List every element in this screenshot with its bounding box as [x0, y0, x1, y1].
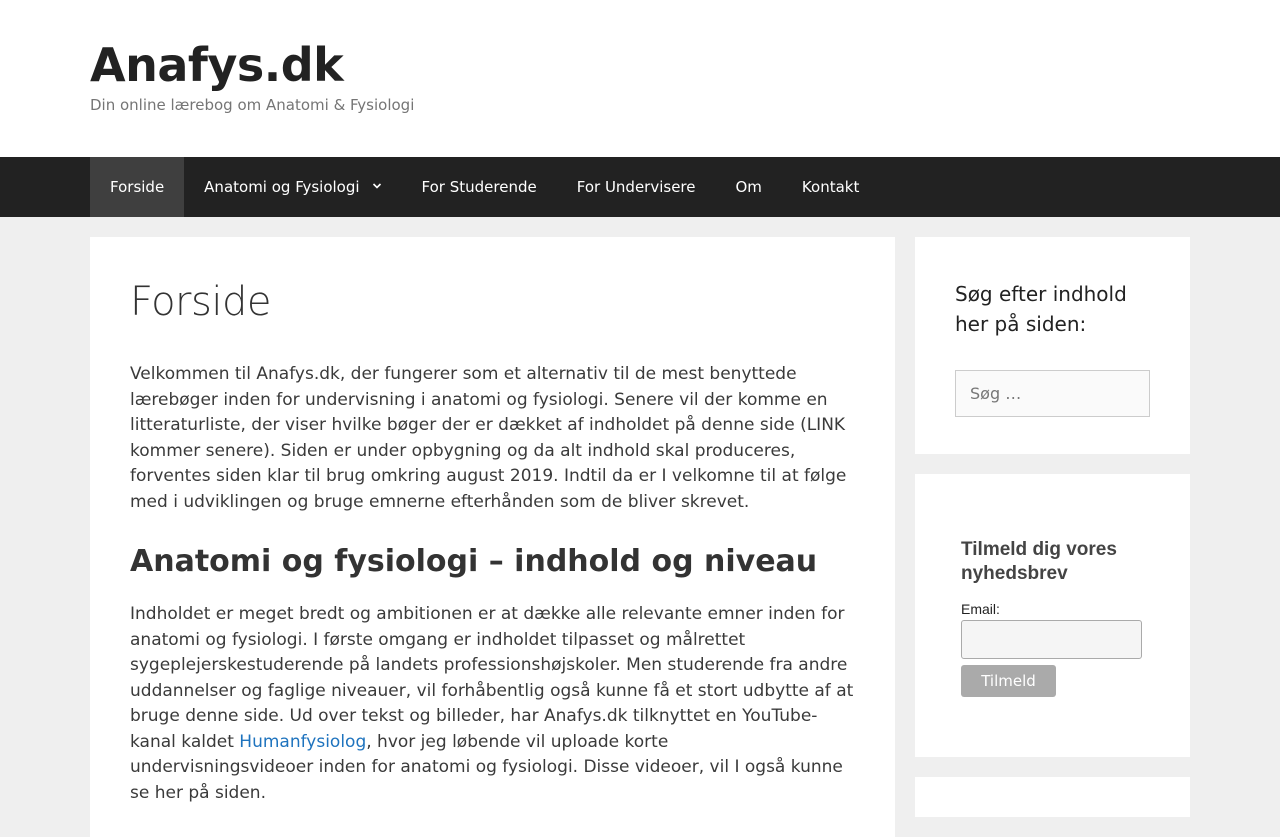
body-paragraph: [130, 602, 855, 806]
search-widget: [915, 237, 1190, 454]
subscribe-button[interactable]: Tilmeld: [961, 665, 1056, 697]
nav-item-for-studerende[interactable]: [402, 157, 557, 217]
intro-paragraph: Velkommen til Anafys.dk, der fungerer som et alternativ til de mest benyttede lærebøger inden for undervisning i anatomi og fysiologi. Senere vil der komme en litteraturliste, der viser hvilke bøger der er dækket af indholdet på denne side (LINK kommer senere). Siden er under opbygning og da alt indhold skal produceres, forventes siden klar til brug omkring august 2019. Indtil da er I velkomne til at følge med i udviklingen og bruge emnerne efterhånden som de bliver skrevet.: [130, 364, 847, 512]
search-input[interactable]: [955, 370, 1150, 417]
nav-item-label: Anatomi og Fysiologi: [204, 178, 360, 196]
site-tagline: Din online lærebog om Anatomi & Fysiologi: [90, 96, 415, 114]
newsletter-widget: [915, 474, 1190, 757]
site-title[interactable]: Anafys.dk: [90, 38, 344, 92]
nav-item-kontakt[interactable]: [782, 157, 879, 217]
nav-item-om[interactable]: [716, 157, 782, 217]
page-title: Forside: [130, 279, 271, 325]
main-content: [90, 237, 895, 837]
nav-item-label: For Undervisere: [576, 178, 696, 196]
chevron-down-icon: [372, 181, 382, 191]
newsletter-heading: Tilmeld dig vores nyhedsbrev: [961, 539, 1117, 584]
nav-item-forside[interactable]: [90, 157, 184, 217]
nav-item-label: Kontakt: [801, 178, 860, 196]
email-input[interactable]: [961, 620, 1142, 659]
humanfysiolog-link[interactable]: Humanfysiolog: [239, 731, 367, 752]
nav-item-anatomi-og-fysiologi[interactable]: [184, 157, 401, 217]
search-widget-heading: Søg efter indhold her på siden:: [955, 282, 1127, 336]
body-text-before-link: Indholdet er meget bredt og ambitionen er at dække alle relevante emner inden for anatomi og fysiologi. I første omgang er indholdet tilpasset og målrettet sygeplejerskestuderende på landets professionshøjskoler. Men studerende fra andre uddannelser og faglige niveauer, vil forhåbentlig også kunne få et stort udbytte af at bruge denne side. Ud over tekst og billeder, har Anafys.dk tilknyttet en YouTube-kanal kaldet: [130, 604, 854, 752]
section-heading: Anatomi og fysiologi – indhold og niveau: [130, 544, 818, 579]
site-header: [0, 0, 1280, 157]
body-text-after-link: , hvor jeg løbende vil uploade korte undervisningsvideoer inden for anatomi og fysiologi. Disse videoer, vil I også kunne se her på siden.: [130, 731, 843, 803]
main-navigation: [0, 157, 1280, 217]
nav-item-for-undervisere[interactable]: [557, 157, 716, 217]
nav-item-label: For Studerende: [421, 178, 537, 196]
nav-item-label: Forside: [110, 178, 165, 196]
nav-item-label: Om: [735, 178, 762, 196]
sidebar-widget-partial: [915, 777, 1190, 817]
email-label: Email:: [961, 601, 1000, 617]
